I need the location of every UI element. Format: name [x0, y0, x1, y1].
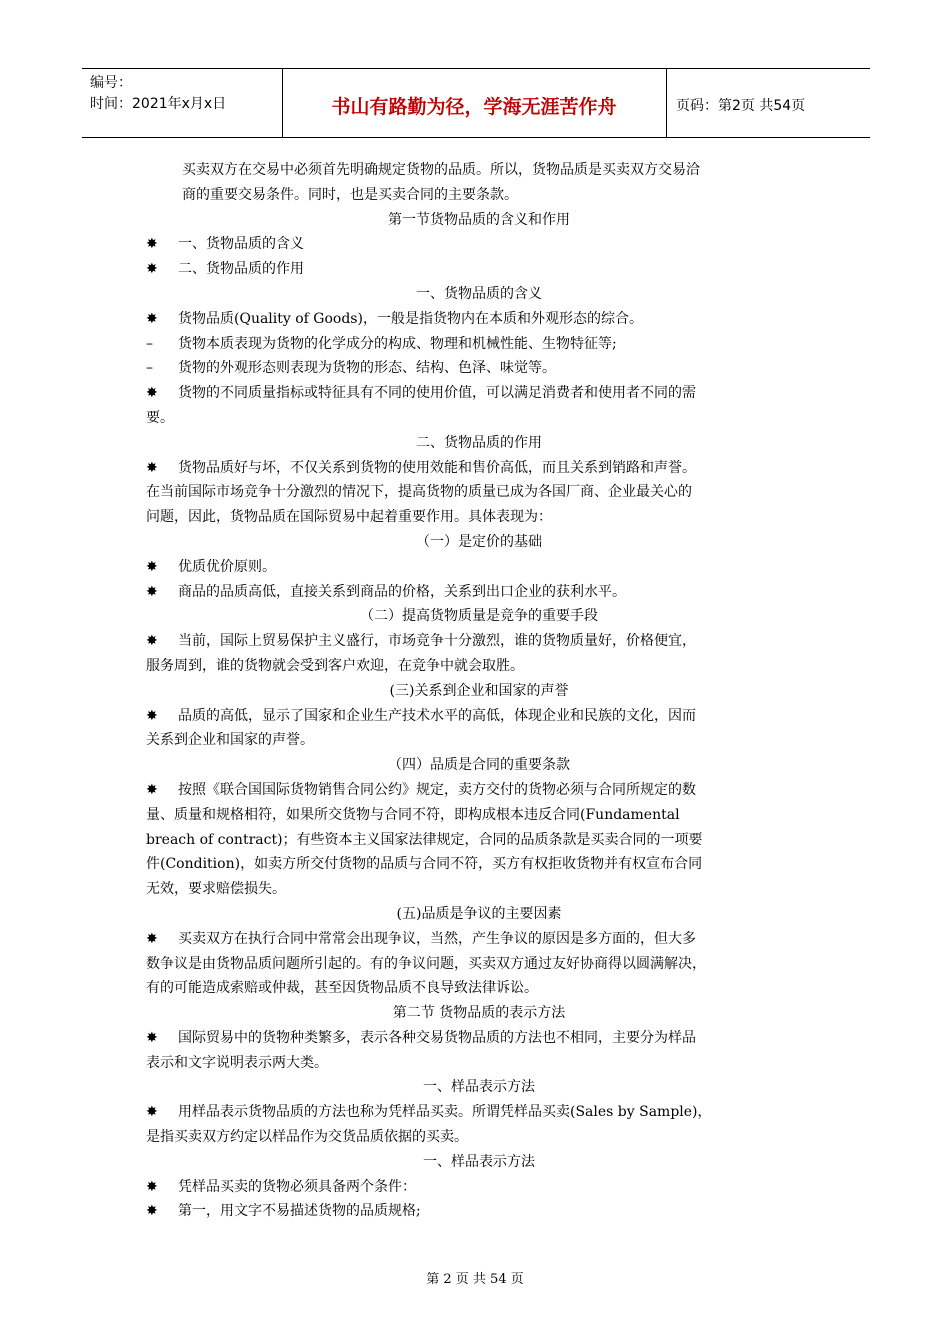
paragraph-line: 服务周到，谁的货物就会受到客户欢迎，在竞争中就会取胜。: [146, 657, 524, 674]
bullet-icon: ✸: [146, 310, 158, 327]
section-title: 第一节货物品质的含义和作用: [388, 211, 570, 228]
paragraph: ✸ 品质的高低，显示了国家和企业生产技术水平的高低，体现企业和民族的文化，因而: [146, 704, 812, 729]
paragraph: ✸ 货物品质(Quality of Goods)，一般是指货物内在本质和外观形态的综合。: [146, 307, 812, 332]
intro-line: 商的重要交易条件。同时，也是买卖合同的主要条款。: [182, 186, 518, 203]
time-label: 时间：2021年x月x日: [90, 96, 227, 112]
bullet-icon: ✸: [146, 1203, 158, 1220]
bullet-icon: ✸: [146, 583, 158, 600]
paragraph-line: 要。: [146, 409, 174, 426]
paragraph-line: 是指买卖双方约定以样品作为交货品质依据的买卖。: [146, 1129, 468, 1146]
paragraph-line: 问题，因此，货物品质在国际贸易中起着重要作用。具体表现为：: [146, 509, 552, 526]
point-heading: （一）是定价的基础: [416, 533, 542, 550]
paragraph: ✸ 第一，用文字不易描述货物的品质规格;: [146, 1199, 812, 1224]
dash-icon: –: [146, 335, 153, 352]
bullet-icon: ✸: [146, 459, 158, 476]
header-meta: [90, 73, 226, 115]
paragraph: ✸ 货物品质好与坏，不仅关系到货物的使用效能和售价高低，而且关系到销路和声誉。: [146, 456, 812, 481]
paragraph-line: 件(Condition)，如卖方所交付货物的品质与合同不符，买方有权拒收货物并有权宣布合同: [146, 856, 703, 873]
subsection-title: 一、样品表示方法: [423, 1153, 535, 1170]
bullet-icon: ✸: [146, 781, 158, 798]
bullet-icon: ✸: [146, 385, 158, 402]
paragraph: ✸ 当前，国际上贸易保护主义盛行，市场竞争十分激烈，谁的货物质量好，价格便宜，: [146, 629, 812, 654]
toc-item: ✸ 二、货物品质的作用: [146, 257, 812, 282]
subsection-title: 一、货物品质的含义: [416, 285, 542, 302]
bullet-icon: ✸: [146, 236, 158, 253]
document-body: [146, 158, 812, 1224]
paragraph: ✸ 按照《联合国国际货物销售合同公约》规定，卖方交付的货物必须与合同所规定的数: [146, 778, 812, 803]
paragraph-line: 在当前国际市场竞争十分激烈的情况下，提高货物的质量已成为各国厂商、企业最关心的: [146, 484, 692, 501]
page-header: [82, 68, 870, 138]
paragraph: ✸ 用样品表示货物品质的方法也称为凭样品买卖。所谓凭样品买卖(Sales by Sample)，: [146, 1100, 812, 1125]
paragraph-line: 表示和文字说明表示两大类。: [146, 1054, 328, 1071]
paragraph: ✸ 商品的品质高低，直接关系到商品的价格，关系到出口企业的获利水平。: [146, 580, 812, 605]
bullet-icon: ✸: [146, 1178, 158, 1195]
bullet-icon: ✸: [146, 633, 158, 650]
bullet-icon: ✸: [146, 930, 158, 947]
paragraph: ✸ 凭样品买卖的货物必须具备两个条件：: [146, 1175, 812, 1200]
number-label: 编号：: [90, 75, 132, 91]
intro-line: 买卖双方在交易中必须首先明确规定货物的品质。所以，货物品质是买卖双方交易洽: [182, 162, 700, 178]
paragraph-line: breach of contract)；有些资本主义国家法律规定，合同的品质条款是买卖合同的一项要: [146, 831, 703, 848]
paragraph: ✸ 买卖双方在执行合同中常常会出现争议，当然，产生争议的原因是多方面的，但大多: [146, 927, 812, 952]
point-heading: （四）品质是合同的重要条款: [388, 757, 570, 774]
paragraph-line: 无效，要求赔偿损失。: [146, 881, 286, 898]
bullet-icon: ✸: [146, 558, 158, 575]
section-title: 第二节 货物品质的表示方法: [392, 1005, 566, 1022]
subsection-title: 二、货物品质的作用: [416, 434, 542, 451]
paragraph-line: 数争议是由货物品质问题所引起的。有的争议问题，买卖双方通过友好协商得以圆满解决，: [146, 955, 706, 972]
point-heading: (五)品质是争议的主要因素: [396, 905, 562, 922]
paragraph: ✸ 货物的不同质量指标或特征具有不同的使用价值，可以满足消费者和使用者不同的需: [146, 381, 812, 406]
subsection-title: 一、样品表示方法: [423, 1079, 535, 1096]
header-motto: 书山有路勤为径，学海无涯苦作舟: [331, 96, 617, 118]
point-heading: (三)关系到企业和国家的声誉: [389, 682, 569, 699]
paragraph-line: 关系到企业和国家的声誉。: [146, 732, 314, 749]
paragraph-line: 量、质量和规格相符，如果所交货物与合同不符，即构成根本违反合同(Fundamental: [146, 806, 680, 823]
page-footer: 第 2 页 共 54 页: [426, 1272, 524, 1287]
toc-item: ✸ 一、货物品质的含义: [146, 232, 812, 257]
header-page-info: 页码：第2页 共54页: [676, 98, 806, 114]
paragraph: ✸ 优质优价原则。: [146, 555, 812, 580]
bullet-icon: ✸: [146, 707, 158, 724]
paragraph-line: 有的可能造成索赔或仲裁，甚至因货物品质不良导致法律诉讼。: [146, 980, 538, 997]
bullet-icon: ✸: [146, 1104, 158, 1121]
paragraph: – 货物的外观形态则表现为货物的形态、结构、色泽、味觉等。: [146, 356, 812, 381]
paragraph: – 货物本质表现为货物的化学成分的构成、物理和机械性能、生物特征等;: [146, 332, 812, 357]
dash-icon: –: [146, 360, 153, 377]
paragraph: ✸ 国际贸易中的货物种类繁多，表示各种交易货物品质的方法也不相同，主要分为样品: [146, 1026, 812, 1051]
bullet-icon: ✸: [146, 1029, 158, 1046]
bullet-icon: ✸: [146, 261, 158, 278]
point-heading: （二）提高货物质量是竞争的重要手段: [360, 608, 598, 625]
